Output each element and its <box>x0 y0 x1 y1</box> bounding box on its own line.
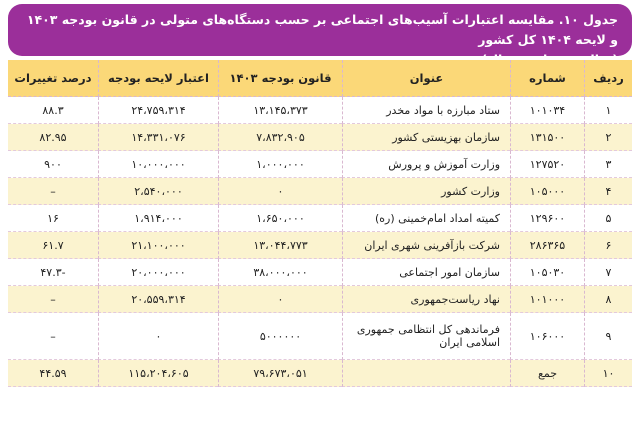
budget-table <box>8 60 632 387</box>
cell-change: -۴۷.۳ <box>8 259 98 286</box>
cell-bill: ۰ <box>98 313 218 360</box>
table-caption <box>8 4 632 56</box>
table-row <box>8 124 632 151</box>
header-row <box>8 60 632 97</box>
cell-title: فرماندهی کل انتظامی جمهوری اسلامی ایران <box>342 313 510 360</box>
cell-change: ۶۱.۷ <box>8 232 98 259</box>
cell-code: ۱۰۵۰۰۰ <box>510 178 584 205</box>
cell-change: ۸۸.۳ <box>8 97 98 124</box>
table-row <box>8 97 632 124</box>
cell-change: ۹۰۰ <box>8 151 98 178</box>
cell-bill: ۱۰،۰۰۰،۰۰۰ <box>98 151 218 178</box>
cell-law-1403: ۱،۶۵۰،۰۰۰ <box>218 205 342 232</box>
cell-bill: ۱۴،۳۳۱،۰۷۶ <box>98 124 218 151</box>
cell-radif: ۶ <box>584 232 632 259</box>
table-row-total <box>8 360 632 387</box>
table-row <box>8 313 632 360</box>
cell-code: جمع <box>510 360 584 387</box>
cell-law-1403: ۷،۸۳۲،۹۰۵ <box>218 124 342 151</box>
cell-change: ۸۲.۹۵ <box>8 124 98 151</box>
cell-change: ۴۴.۵۹ <box>8 360 98 387</box>
cell-law-1403: ۱،۰۰۰،۰۰۰ <box>218 151 342 178</box>
cell-bill: ۲۰،۰۰۰،۰۰۰ <box>98 259 218 286</box>
header-change: درصد تغییرات <box>8 60 98 97</box>
cell-change: – <box>8 313 98 360</box>
cell-radif: ۵ <box>584 205 632 232</box>
cell-code: ۲۸۶۳۶۵ <box>510 232 584 259</box>
cell-radif: ۱۰ <box>584 360 632 387</box>
cell-title: نهاد ریاست‌جمهوری <box>342 286 510 313</box>
cell-radif: ۹ <box>584 313 632 360</box>
cell-title: وزارت کشور <box>342 178 510 205</box>
table-row <box>8 286 632 313</box>
cell-code: ۱۳۱۵۰۰ <box>510 124 584 151</box>
cell-bill: ۲۱،۱۰۰،۰۰۰ <box>98 232 218 259</box>
cell-title: وزارت آموزش و پرورش <box>342 151 510 178</box>
table-row <box>8 205 632 232</box>
header-radif: ردیف <box>584 60 632 97</box>
header-bill: اعتبار لایحه بودجه <box>98 60 218 97</box>
cell-law-1403: ۱۳،۱۴۵،۳۷۳ <box>218 97 342 124</box>
cell-change: ۱۶ <box>8 205 98 232</box>
table-row <box>8 259 632 286</box>
cell-radif: ۱ <box>584 97 632 124</box>
cell-law-1403: ۵۰۰۰۰۰۰ <box>218 313 342 360</box>
cell-bill: ۲۴،۷۵۹،۳۱۴ <box>98 97 218 124</box>
cell-code: ۱۰۵۰۳۰ <box>510 259 584 286</box>
cell-code: ۱۰۱۰۰۰ <box>510 286 584 313</box>
header-title: عنوان <box>342 60 510 97</box>
cell-bill: ۱۱۵،۲۰۴،۶۰۵ <box>98 360 218 387</box>
cell-radif: ۷ <box>584 259 632 286</box>
cell-title: ستاد مبارزه با مواد مخدر <box>342 97 510 124</box>
cell-title: کمیته امداد امام‌خمینی (ره) <box>342 205 510 232</box>
cell-radif: ۴ <box>584 178 632 205</box>
cell-title <box>342 360 510 387</box>
cell-title: سازمان امور اجتماعی <box>342 259 510 286</box>
cell-radif: ۳ <box>584 151 632 178</box>
cell-bill: ۲۰،۵۵۹،۳۱۴ <box>98 286 218 313</box>
cell-title: شرکت بازآفرینی شهری ایران <box>342 232 510 259</box>
cell-bill: ۲،۵۴۰،۰۰۰ <box>98 178 218 205</box>
header-code: شماره <box>510 60 584 97</box>
cell-code: ۱۰۶۰۰۰ <box>510 313 584 360</box>
table-row <box>8 151 632 178</box>
cell-code: ۱۲۷۵۲۰ <box>510 151 584 178</box>
cell-radif: ۲ <box>584 124 632 151</box>
cell-law-1403: ۷۹،۶۷۳،۰۵۱ <box>218 360 342 387</box>
table-row <box>8 232 632 259</box>
cell-radif: ۸ <box>584 286 632 313</box>
cell-bill: ۱،۹۱۴،۰۰۰ <box>98 205 218 232</box>
cell-code: ۱۲۹۶۰۰ <box>510 205 584 232</box>
cell-title: سازمان بهزیستی کشور <box>342 124 510 151</box>
cell-law-1403: ۳۸،۰۰۰،۰۰۰ <box>218 259 342 286</box>
cell-law-1403: ۰ <box>218 286 342 313</box>
cell-code: ۱۰۱۰۳۴ <box>510 97 584 124</box>
caption-title: جدول ۱۰. مقایسه اعتبارات آسیب‌های اجتماعی بر حسب دستگاه‌های متولی در قانون بودجه ۱۴۰۳ و لایحه ۱۴۰۴ کل کشور <box>26 12 618 47</box>
cell-law-1403: ۱۳،۰۴۴،۷۷۳ <box>218 232 342 259</box>
table-row <box>8 178 632 205</box>
cell-change: – <box>8 286 98 313</box>
cell-change: – <box>8 178 98 205</box>
header-law-1403: قانون بودجه ۱۴۰۳ <box>218 60 342 97</box>
cell-law-1403: ۰ <box>218 178 342 205</box>
